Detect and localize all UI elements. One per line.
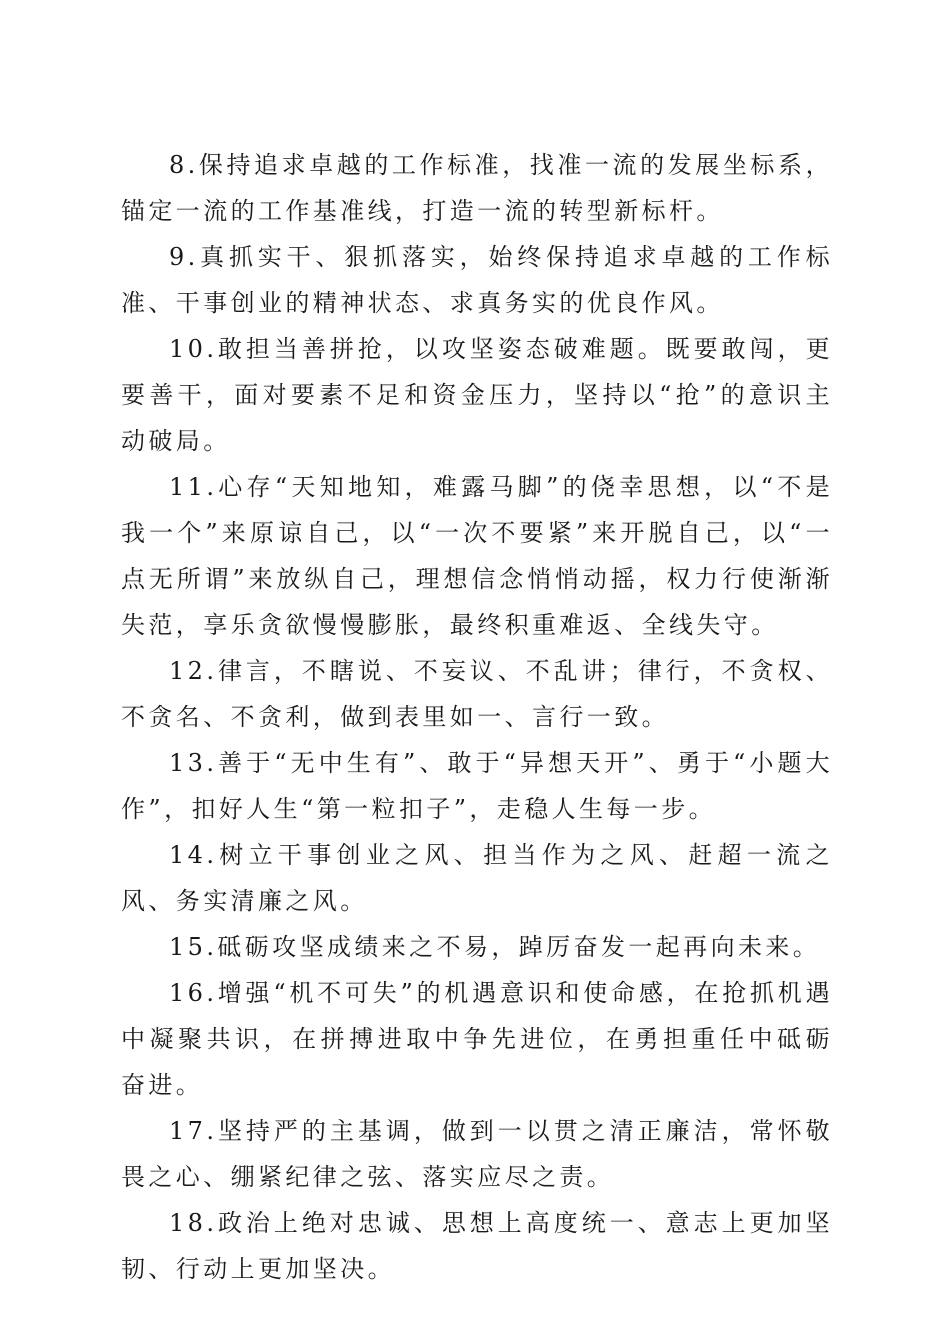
paragraph-8: 8.保持追求卓越的工作标准，找准一流的发展坐标系，锚定一流的工作基准线，打造一流的转型新标杆。	[121, 151, 833, 225]
paragraph-10: 10.敢担当善拼抢，以攻坚姿态破难题。既要敢闯，更要善干，面对要素不足和资金压力，坚持以“抢”的意识主动破局。	[121, 335, 833, 455]
paragraph-18: 18.政治上绝对忠诚、思想上高度统一、意志上更加坚韧、行动上更加坚决。	[121, 1209, 833, 1283]
paragraph-14: 14.树立干事创业之风、担当作为之风、赶超一流之风、务实清廉之风。	[121, 841, 833, 915]
paragraph-16: 16.增强“机不可失”的机遇意识和使命感，在抢抓机遇中凝聚共识，在拼搏进取中争先进位，在勇担重任中砥砺奋进。	[121, 979, 833, 1099]
paragraph-15: 15.砥砺攻坚成绩来之不易，踔厉奋发一起再向未来。	[169, 933, 821, 961]
paragraph-17: 17.坚持严的主基调，做到一以贯之清正廉洁，常怀敬畏之心、绷紧纪律之弦、落实应尽之责。	[121, 1117, 833, 1191]
paragraph-13: 13.善于“无中生有”、敢于“异想天开”、勇于“小题大作”，扣好人生“第一粒扣子”，走稳人生每一步。	[121, 749, 833, 823]
paragraph-12: 12.律言，不瞎说、不妄议、不乱讲；律行，不贪权、不贪名、不贪利，做到表里如一、言行一致。	[121, 657, 833, 731]
document-body	[121, 142, 833, 1292]
paragraph-11: 11.心存“天知地知，难露马脚”的侥幸思想，以“不是我一个”来原谅自己，以“一次不要紧”来开脱自己，以“一点无所谓”来放纵自己，理想信念悄悄动摇，权力行使渐渐失范，享乐贪欲慢慢膨胀，最终积重难返、全线失守。	[121, 473, 833, 639]
paragraph-9: 9.真抓实干、狠抓落实，始终保持追求卓越的工作标准、干事创业的精神状态、求真务实的优良作风。	[121, 243, 833, 317]
